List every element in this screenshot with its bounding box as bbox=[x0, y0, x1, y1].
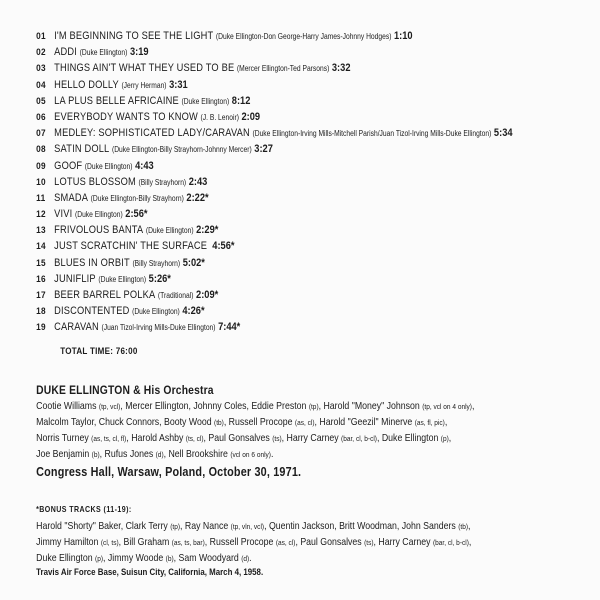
musician-names: Duke Ellington bbox=[36, 553, 96, 565]
track-row bbox=[36, 158, 512, 174]
track-duration: 2:29* bbox=[196, 224, 219, 237]
track-number: 02 bbox=[36, 47, 46, 59]
instrument-role: (ts, cl) bbox=[185, 434, 204, 444]
track-duration: 3:31 bbox=[169, 78, 188, 91]
personnel-line bbox=[36, 551, 600, 567]
track-title: THINGS AIN'T WHAT THEY USED TO BE bbox=[54, 62, 235, 75]
track-row bbox=[36, 206, 512, 222]
musician-names: , Harold "Money" Johnson bbox=[318, 401, 423, 412]
track-credit: (Duke Ellington-Don George-Harry James-Johnny Hodges) bbox=[215, 32, 392, 41]
track-number: 05 bbox=[36, 95, 46, 107]
track-number: 17 bbox=[36, 290, 46, 301]
bonus-personnel-lines bbox=[36, 519, 600, 567]
instrument-role: (tp) bbox=[308, 402, 319, 411]
musician-names: , Rufus Jones bbox=[99, 449, 156, 461]
track-number: 18 bbox=[36, 306, 46, 318]
musician-names: Jimmy Hamilton bbox=[36, 537, 101, 549]
track-number: 19 bbox=[36, 322, 46, 334]
track-credit: (Duke Ellington) bbox=[98, 274, 147, 284]
personnel-line bbox=[36, 399, 600, 415]
track-row bbox=[36, 190, 512, 206]
musician-names: , Paul Gonsalves bbox=[203, 433, 273, 445]
track-duration: 2:09 bbox=[241, 110, 261, 123]
musician-names: , Mercer Ellington, Johnny Coles, Eddie Preston bbox=[120, 401, 309, 412]
track-duration: 2:09* bbox=[196, 289, 219, 301]
bonus-heading: *BONUS TRACKS (11-19): bbox=[36, 505, 132, 514]
track-number: 12 bbox=[36, 209, 46, 221]
track-credit: (Duke Ellington) bbox=[84, 161, 133, 171]
track-row bbox=[36, 28, 512, 44]
track-credit: (Mercer Ellington-Ted Parsons) bbox=[236, 64, 330, 74]
instrument-role: (as, ts, bar) bbox=[171, 538, 205, 548]
track-credit: (Billy Strayhorn) bbox=[132, 258, 181, 268]
instrument-role: (vcl on 6 only) bbox=[230, 450, 271, 460]
musician-names: , Harold Ashby bbox=[126, 433, 186, 445]
track-title: VIVI bbox=[54, 208, 73, 221]
instrument-role: (as, cl) bbox=[294, 418, 315, 428]
instrument-role: (bar, cl, b-cl) bbox=[432, 538, 469, 548]
track-duration: 7:44* bbox=[218, 321, 241, 334]
track-row bbox=[36, 109, 512, 125]
track-duration: 5:26* bbox=[148, 272, 171, 285]
track-row bbox=[36, 77, 512, 93]
instrument-role: (tp, vcl) bbox=[98, 402, 121, 411]
track-credit: (Duke Ellington) bbox=[79, 48, 128, 58]
instrument-role: (b) bbox=[165, 554, 174, 564]
track-duration: 4:56* bbox=[212, 240, 235, 253]
musician-names: Joe Benjamin bbox=[36, 449, 92, 461]
track-number: 16 bbox=[36, 273, 46, 285]
track-credit: (Traditional) bbox=[157, 291, 194, 300]
track-number: 11 bbox=[36, 192, 46, 204]
track-number: 08 bbox=[36, 144, 46, 156]
track-duration: 5:02* bbox=[182, 256, 205, 269]
concert-venue: Congress Hall, Warsaw, Poland, October 30, 1971. bbox=[36, 465, 302, 480]
instrument-role: (tp) bbox=[170, 522, 181, 531]
musician-names: , Sam Woodyard bbox=[173, 553, 242, 565]
musician-names: Cootie Williams bbox=[36, 401, 99, 412]
band-heading: DUKE ELLINGTON & His Orchestra bbox=[36, 383, 214, 397]
track-duration: 2:43 bbox=[188, 175, 208, 188]
track-title: SATIN DOLL bbox=[54, 143, 110, 156]
track-credit: (J. B. Lenoir) bbox=[200, 112, 239, 122]
instrument-role: (tp, vln, vcl) bbox=[230, 522, 265, 531]
track-list bbox=[36, 28, 512, 336]
personnel-line bbox=[36, 535, 600, 551]
track-number: 04 bbox=[36, 79, 46, 91]
track-title: BEER BARREL POLKA bbox=[54, 289, 156, 301]
track-duration: 4:26* bbox=[182, 305, 205, 318]
track-credit: (Duke Ellington) bbox=[181, 96, 230, 106]
musician-names: , Harry Carney bbox=[281, 433, 342, 445]
track-duration: 3:19 bbox=[129, 46, 149, 59]
musician-names: , Russell Procope bbox=[223, 417, 295, 429]
instrument-role: (cl, ts) bbox=[100, 538, 119, 548]
musician-names: . bbox=[249, 553, 252, 565]
track-credit: (Duke Ellington) bbox=[145, 226, 194, 236]
bonus-section bbox=[36, 505, 600, 577]
musician-names: , bbox=[468, 521, 471, 532]
track-title: JUST SCRATCHIN' THE SURFACE bbox=[54, 240, 208, 253]
track-credit: (Duke Ellington-Billy Strayhorn) bbox=[90, 193, 184, 203]
personnel-line bbox=[36, 431, 600, 447]
track-number: 14 bbox=[36, 241, 46, 253]
track-title: BLUES IN ORBIT bbox=[54, 256, 130, 269]
musician-names: , bbox=[468, 537, 472, 549]
musician-names: , Quentin Jackson, Britt Woodman, John Sanders bbox=[264, 521, 459, 532]
musician-names: , Jimmy Woode bbox=[103, 553, 166, 565]
track-row bbox=[36, 287, 512, 303]
track-row bbox=[36, 222, 512, 238]
track-row bbox=[36, 238, 512, 254]
track-number: 06 bbox=[36, 111, 46, 123]
musician-names: . bbox=[270, 449, 274, 461]
track-duration: 3:32 bbox=[331, 62, 351, 75]
instrument-role: (tp, vcl on 4 only) bbox=[422, 402, 472, 411]
musician-names: Malcolm Taylor, Chuck Connors, Booty Wood bbox=[36, 417, 215, 429]
instrument-role: (bar, cl, b-cl) bbox=[341, 434, 377, 444]
instrument-role: (p) bbox=[440, 434, 449, 444]
track-duration: 4:43 bbox=[135, 159, 154, 172]
instrument-role: (as, cl) bbox=[275, 538, 296, 548]
track-row bbox=[36, 319, 512, 335]
track-title: LA PLUS BELLE AFRICAINE bbox=[54, 94, 179, 107]
track-duration: 8:12 bbox=[231, 94, 251, 107]
track-duration: 2:56* bbox=[125, 208, 148, 221]
instrument-role: (tb) bbox=[214, 418, 224, 428]
track-title: LOTUS BLOSSOM bbox=[54, 175, 136, 188]
track-row bbox=[36, 141, 512, 157]
track-number: 13 bbox=[36, 225, 46, 237]
personnel-line bbox=[36, 447, 600, 463]
musician-names: , Duke Ellington bbox=[376, 433, 441, 445]
personnel-lines bbox=[36, 399, 600, 463]
musician-names: Norris Turney bbox=[36, 433, 92, 445]
track-number: 01 bbox=[36, 31, 46, 42]
instrument-role: (tb) bbox=[458, 522, 469, 531]
track-number: 07 bbox=[36, 128, 46, 140]
instrument-role: (as, fl, pic) bbox=[414, 418, 445, 428]
track-credit: (Juan Tizol-Irving Mills-Duke Ellington) bbox=[101, 323, 216, 333]
musician-names: , Harold "Geezil" Minerve bbox=[314, 417, 415, 429]
track-row bbox=[36, 255, 512, 271]
track-credit: (Billy Strayhorn) bbox=[138, 177, 187, 187]
track-number: 10 bbox=[36, 176, 46, 188]
track-title: HELLO DOLLY bbox=[54, 78, 119, 91]
musician-names: , Ray Nance bbox=[180, 521, 231, 532]
track-title: DISCONTENTED bbox=[54, 305, 130, 318]
track-credit: (Duke Ellington-Irving Mills-Mitchell Parish/Juan Tizol-Irving Mills-Duke Ellington) bbox=[252, 129, 492, 139]
musician-names: , bbox=[444, 417, 448, 429]
track-number: 03 bbox=[36, 63, 46, 75]
instrument-role: (d) bbox=[155, 450, 164, 460]
track-row bbox=[36, 93, 512, 109]
musician-names: , Harry Carney bbox=[373, 537, 433, 549]
track-title: GOOF bbox=[54, 159, 83, 172]
instrument-role: (ts) bbox=[364, 538, 374, 548]
track-duration: 3:27 bbox=[254, 143, 273, 156]
track-row bbox=[36, 303, 512, 319]
track-row bbox=[36, 60, 512, 76]
track-title: JUNIFLIP bbox=[54, 272, 96, 285]
track-title: I'M BEGINNING TO SEE THE LIGHT bbox=[54, 30, 214, 42]
track-duration: 1:10 bbox=[394, 30, 413, 42]
track-credit: (Duke Ellington-Billy Strayhorn-Johnny Mercer) bbox=[111, 145, 252, 155]
track-credit: (Duke Ellington) bbox=[74, 210, 123, 220]
track-row bbox=[36, 271, 512, 287]
total-time: TOTAL TIME: 76:00 bbox=[60, 345, 138, 356]
track-credit: (Duke Ellington) bbox=[132, 307, 180, 317]
musician-names: , bbox=[471, 401, 475, 412]
instrument-role: (p) bbox=[95, 554, 104, 564]
instrument-role: (b) bbox=[91, 450, 100, 460]
musician-names: , bbox=[448, 433, 452, 445]
track-row bbox=[36, 174, 512, 190]
musician-names: , Bill Graham bbox=[118, 537, 172, 549]
instrument-role: (as, ts, cl, fl) bbox=[91, 434, 127, 444]
musician-names: , Paul Gonsalves bbox=[295, 537, 365, 549]
instrument-role: (ts) bbox=[272, 434, 282, 444]
track-duration: 2:22* bbox=[186, 191, 209, 204]
track-row bbox=[36, 125, 512, 141]
track-title: EVERYBODY WANTS TO KNOW bbox=[54, 110, 198, 123]
track-title: MEDLEY: SOPHISTICATED LADY/CARAVAN bbox=[54, 127, 250, 140]
track-duration: 5:34 bbox=[493, 127, 513, 140]
track-number: 15 bbox=[36, 257, 46, 269]
track-credit: (Jerry Herman) bbox=[121, 80, 167, 90]
musician-names: , Nell Brookshire bbox=[163, 449, 231, 461]
personnel-line bbox=[36, 415, 600, 431]
track-title: ADDI bbox=[54, 46, 78, 59]
track-row bbox=[36, 44, 512, 60]
musician-names: , Russell Procope bbox=[204, 537, 276, 549]
musician-names: Harold "Shorty" Baker, Clark Terry bbox=[36, 521, 171, 532]
track-title: FRIVOLOUS BANTA bbox=[54, 224, 144, 237]
personnel-section bbox=[36, 383, 600, 479]
track-title: SMADA bbox=[54, 191, 89, 204]
personnel-line bbox=[36, 519, 600, 535]
track-number: 09 bbox=[36, 160, 46, 172]
track-title: CARAVAN bbox=[54, 321, 99, 334]
bonus-venue: Travis Air Force Base, Suisun City, California, March 4, 1958. bbox=[36, 567, 264, 578]
instrument-role: (d) bbox=[241, 554, 250, 564]
